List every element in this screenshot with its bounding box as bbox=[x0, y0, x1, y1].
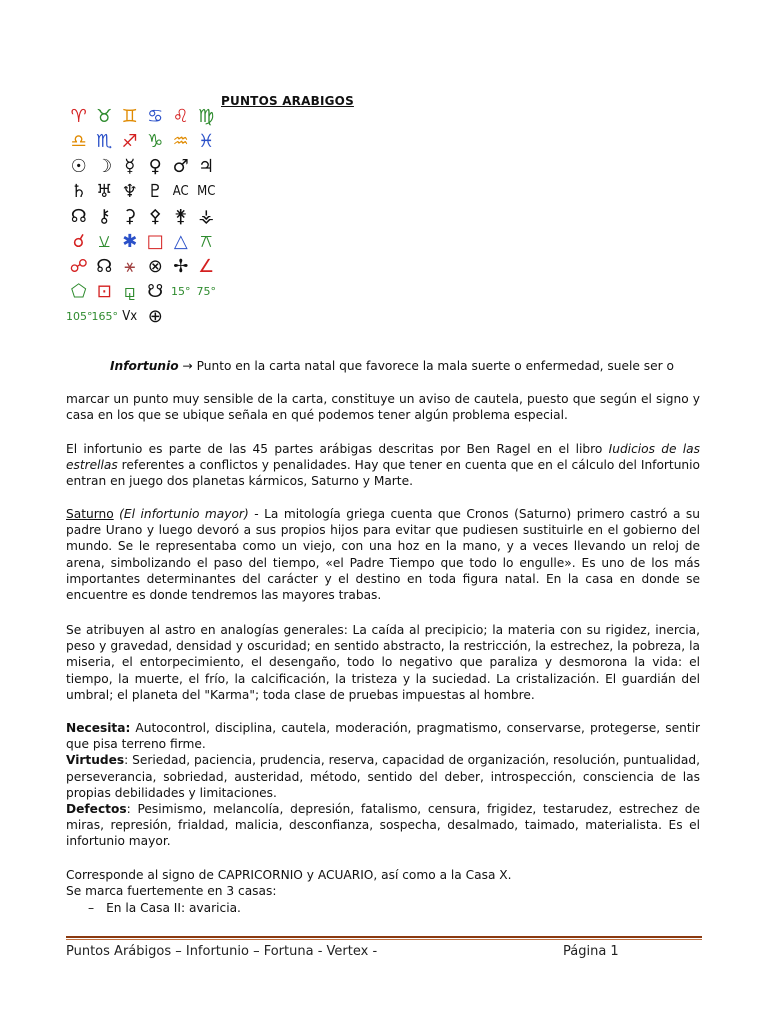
paragraph-ben-ragel bbox=[66, 441, 700, 490]
paragraph-saturno bbox=[66, 506, 700, 603]
astro-symbol-icon: ⚺ bbox=[98, 231, 111, 252]
necesita-text: Autocontrol, disciplina, cautela, moderación, pragmatismo, conservarse, protegerse, sentir que pisa terreno firme. bbox=[66, 721, 700, 752]
astro-symbol-icon: ☊ bbox=[96, 256, 113, 277]
astro-symbol-icon: 75° bbox=[196, 285, 216, 298]
corresponde-text: Corresponde al signo de CAPRICORNIO y ACUARIO, así como a la Casa X. bbox=[66, 868, 512, 882]
page-number: Página 1 bbox=[563, 944, 619, 959]
virtudes-label: Virtudes bbox=[66, 753, 125, 768]
astro-symbol-icon: AC bbox=[172, 184, 189, 199]
symbol-row bbox=[66, 104, 256, 129]
saturno-link[interactable]: Saturno bbox=[66, 507, 114, 521]
intro-continuation: marcar un punto muy sensible de la carta, constituye un aviso de cautela, puesto que según el signo y casa en los que se ubique señala en qué podemos tener algún problema especial. bbox=[66, 392, 700, 423]
astro-symbol-icon: ♌ bbox=[172, 106, 189, 127]
necesita-label: Necesita: bbox=[66, 721, 131, 735]
astro-symbol-icon: ♒ bbox=[172, 131, 189, 152]
astro-symbol-icon: ⬠ bbox=[70, 281, 87, 302]
symbol-row bbox=[66, 179, 256, 204]
astro-symbol-icon: ✢ bbox=[173, 256, 189, 277]
astro-symbol-icon: ♇ bbox=[147, 181, 164, 202]
astro-symbol-icon: ⚳ bbox=[123, 206, 137, 227]
astro-symbol-icon: ♅ bbox=[96, 181, 113, 202]
astro-symbol-icon: ☍ bbox=[69, 256, 88, 277]
astro-symbol-icon: 165° bbox=[91, 310, 118, 323]
astro-symbol-icon: ♐ bbox=[121, 131, 138, 152]
astro-symbol-icon: ♑ bbox=[147, 131, 164, 152]
symbol-row bbox=[66, 254, 256, 279]
symbol-row bbox=[66, 129, 256, 154]
astro-symbol-icon: ☽ bbox=[96, 156, 113, 177]
virtudes-text: : Seriedad, paciencia, prudencia, reserva, capacidad de organización, resolución, puntualidad, perseverancia, sobriedad, austeridad, método, sentido del deber, introspección, consciencia de las propias debilidades y limitaciones. bbox=[66, 753, 700, 800]
symbol-row bbox=[66, 304, 256, 329]
astro-symbol-icon: ♀ bbox=[148, 156, 162, 177]
astro-symbol-icon: ⚻ bbox=[200, 231, 213, 252]
saturno-subtitle: (El infortunio mayor) bbox=[113, 507, 249, 521]
page-footer bbox=[66, 944, 702, 959]
astro-symbol-icon: ♎ bbox=[70, 131, 87, 152]
astro-symbol-icon: ∠ bbox=[198, 256, 215, 277]
astro-symbol-icon: ⚶ bbox=[198, 206, 214, 227]
astro-symbol-icon: ⚴ bbox=[148, 206, 162, 227]
astro-symbol-icon: ♊ bbox=[121, 106, 138, 127]
symbol-row bbox=[66, 154, 256, 179]
astro-symbol-icon: ⊡ bbox=[96, 281, 112, 302]
astro-symbol-icon: □ bbox=[146, 231, 164, 252]
symbol-row bbox=[66, 279, 256, 304]
astro-symbol-icon: ☉ bbox=[70, 156, 87, 177]
symbol-row bbox=[66, 229, 256, 254]
astro-symbol-icon: ♋ bbox=[147, 106, 164, 127]
astro-symbol-icon: ☊ bbox=[70, 206, 87, 227]
analogias-text: Se atribuyen al astro en analogías generales: La caída al precipicio; la materia con su rigidez, inercia, peso y gravedad, densidad y oscuridad; en sentido abstracto, la restricción, la estrechez, la pobreza, la miseria, el entorpecimiento, el desengaño, todo lo negativo que paraliza y desmorona la vida: el tiempo, la muerte, el frío, la calcificación, la tristeza y la suciedad. La cristalización. El guardián del umbral; el planeta del "Karma"; toda clase de pruebas impuestas al hombre. bbox=[66, 623, 700, 702]
footer-rule-top bbox=[66, 936, 702, 938]
defectos-label: Defectos bbox=[66, 802, 127, 817]
p2-text-a: El infortunio es parte de las 45 partes arábigas descritas por Ben Ragel en el libro bbox=[66, 442, 609, 456]
marca-text: Se marca fuertemente en 3 casas: bbox=[66, 884, 277, 899]
saturno-text: - La mitología griega cuenta que Cronos (Saturno) primero castró a su padre Urano y luego devoró a sus propios hijos para evitar que pudiesen sustituirle en el gobierno del mundo. Se le representaba como un viejo, con una hoz en la mano, y a veces llevando un reloj de arena, simbolizando el paso del tiempo, «el Padre Tiempo que todo lo engulle». Es uno de los más importantes determinantes del carácter y el destino en toda figura natal. En la casa en donde se encuentre es donde tendremos las mayores trabas. bbox=[66, 507, 700, 603]
astro-symbol-icon: Vx bbox=[122, 309, 138, 324]
page-title: PUNTOS ARABIGOS bbox=[221, 94, 354, 108]
astro-symbol-icon: ♓ bbox=[198, 131, 215, 152]
astro-symbol-icon: 105° bbox=[66, 310, 93, 323]
arrow: → bbox=[178, 359, 197, 373]
paragraph-traits bbox=[66, 720, 700, 850]
astro-symbol-icon: ♂ bbox=[172, 156, 189, 177]
symbol-row bbox=[66, 204, 256, 229]
astro-symbol-icon: MC bbox=[197, 184, 216, 199]
astro-symbol-icon: ☌ bbox=[72, 231, 85, 252]
paragraph-analogias bbox=[66, 622, 700, 703]
astro-symbol-icon: ♉ bbox=[96, 106, 113, 127]
intro-definition: Punto en la carta natal que favorece la mala suerte o enfermedad, suele ser o bbox=[196, 359, 674, 373]
astro-symbol-icon: ♃ bbox=[198, 156, 215, 177]
astro-symbol-icon: ♏ bbox=[96, 131, 113, 152]
astro-symbol-icon: ♍ bbox=[198, 106, 215, 127]
intro-line1 bbox=[66, 358, 700, 374]
astro-symbol-icon: ⊗ bbox=[147, 256, 163, 277]
term-infortunio: Infortunio bbox=[110, 359, 179, 373]
astro-symbol-icon: ✱ bbox=[122, 231, 138, 252]
astro-symbol-icon: ☋ bbox=[147, 281, 164, 302]
footer-rule-bottom bbox=[66, 939, 702, 940]
intro-line2 bbox=[66, 391, 700, 423]
footer-left: Puntos Arábigos – Infortunio – Fortuna - Vertex - bbox=[66, 944, 378, 959]
astro-symbol-icon: △ bbox=[173, 231, 188, 252]
astro-symbol-icon: ⚼ bbox=[123, 281, 136, 302]
astro-symbol-icon: ⚵ bbox=[174, 206, 188, 227]
bullet-text: En la Casa II: avaricia. bbox=[106, 901, 241, 915]
astrological-symbols-chart bbox=[66, 104, 256, 329]
astro-symbol-icon: 15° bbox=[171, 285, 191, 298]
astro-symbol-icon: ⚷ bbox=[97, 206, 111, 227]
p2-text-b: referentes a conflictos y penalidades. Hay que tener en cuenta que en el cálculo del Infortunio entran en juego dos planetas kármicos, Saturno y Marte. bbox=[66, 458, 700, 489]
astro-symbol-icon: ⚹ bbox=[124, 256, 136, 277]
astro-symbol-icon: ☿ bbox=[124, 156, 136, 177]
defectos-text: : Pesimismo, melancolía, depresión, fatalismo, censura, frigidez, testarudez, estrechez de miras, represión, frialdad, malicia, desconfianza, sospecha, desalmado, taimado, materialista. Es el infortunio mayor. bbox=[66, 802, 700, 849]
bullet-dash: – bbox=[88, 901, 95, 915]
astro-symbol-icon: ♈ bbox=[70, 106, 87, 127]
astro-symbol-icon: ⊕ bbox=[147, 306, 163, 327]
astro-symbol-icon: ♆ bbox=[121, 181, 138, 202]
astro-symbol-icon: ♄ bbox=[70, 181, 87, 202]
book-title: Iudicios de las estrellas bbox=[66, 442, 700, 473]
paragraph-corresponde bbox=[66, 867, 700, 899]
bullet-item bbox=[88, 901, 241, 915]
